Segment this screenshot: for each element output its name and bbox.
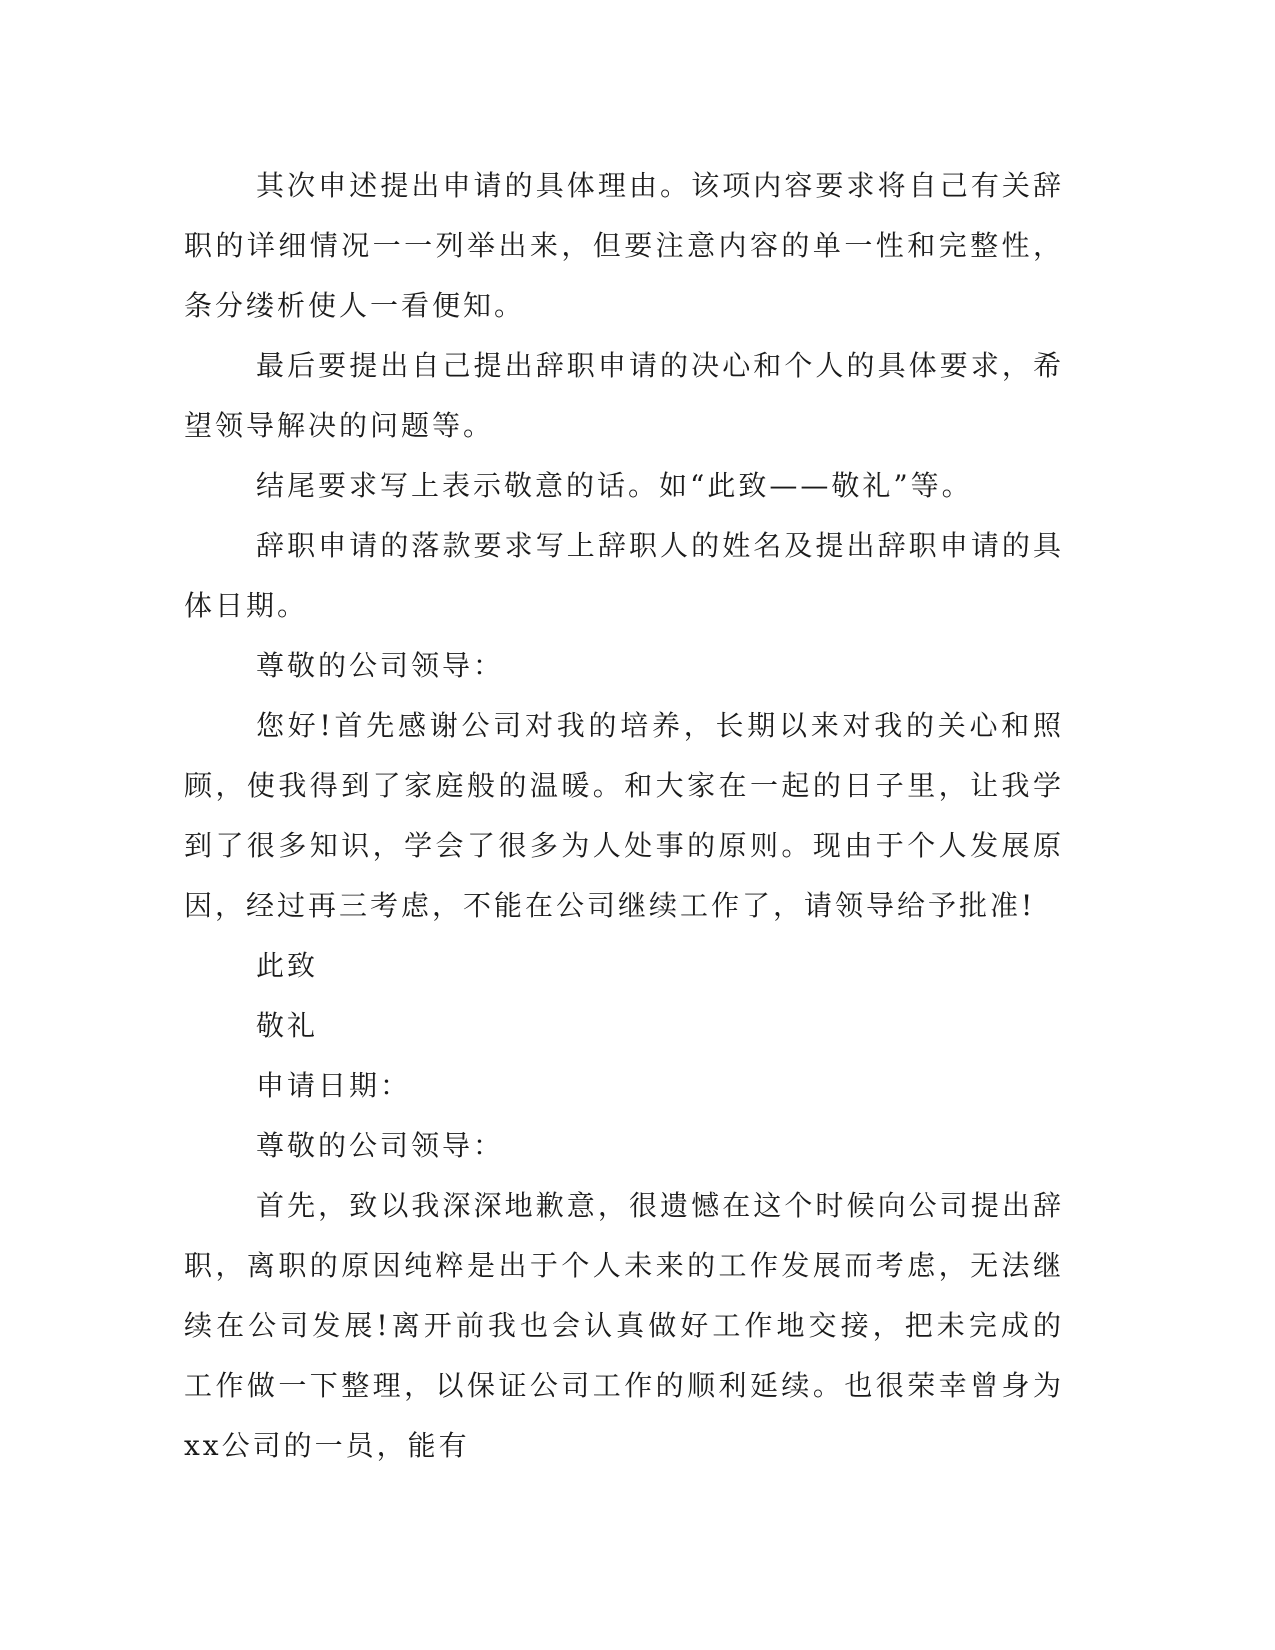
- paragraph-signature-note: 辞职申请的落款要求写上辞职人的姓名及提出辞职申请的具体日期。: [184, 529, 1064, 622]
- letter-1-body: 您好!首先感谢公司对我的培养，长期以来对我的关心和照顾，使我得到了家庭般的温暖。和大家在一起的日子里，让我学到了很多知识，学会了很多为人处事的原则。现由于个人发展原因，经过再三考虑，不能在公司继续工作了，请领导给予批准!: [184, 709, 1064, 922]
- document-body: [184, 156, 1064, 1476]
- application-date-label: 申请日期：: [256, 1069, 412, 1102]
- paragraph-reason: 其次申述提出申请的具体理由。该项内容要求将自己有关辞职的详细情况一一列举出来，但要注意内容的单一性和完整性，条分缕析使人一看便知。: [184, 169, 1064, 322]
- salutation-1: 尊敬的公司领导：: [256, 649, 505, 682]
- letter-2-body: 首先，致以我深深地歉意，很遗憾在这个时候向公司提出辞职，离职的原因纯粹是出于个人未来的工作发展而考虑，无法继续在公司发展!离开前我也会认真做好工作地交接，把未完成的工作做一下整理，以保证公司工作的顺利延续。也很荣幸曾身为xx公司的一员，能有: [184, 1189, 1064, 1462]
- paragraph-closing-note: 结尾要求写上表示敬意的话。如“此致——敬礼”等。: [256, 469, 973, 502]
- closing-jingli: 敬礼: [256, 1009, 319, 1042]
- paragraph-final-request: 最后要提出自己提出辞职申请的决心和个人的具体要求，希望领导解决的问题等。: [184, 349, 1064, 442]
- closing-cizhi: 此致: [256, 949, 319, 982]
- salutation-2: 尊敬的公司领导：: [256, 1129, 505, 1162]
